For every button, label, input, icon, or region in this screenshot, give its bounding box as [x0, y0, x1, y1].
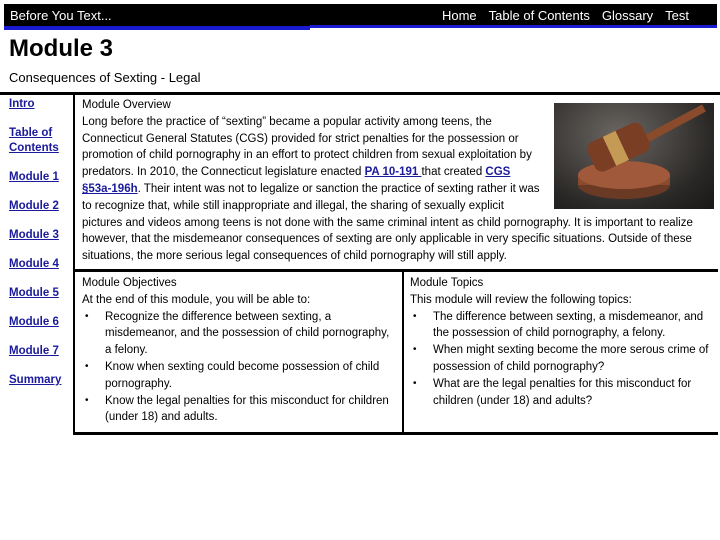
module-topics — [404, 272, 718, 432]
content-layout — [0, 92, 720, 435]
overview-text-part: that created — [421, 166, 486, 179]
sidebar — [0, 95, 73, 435]
topic-item: • The difference between sexting, a misdemeanor, and the possession of child pornography, a felony. — [410, 309, 714, 343]
sidebar-item-module-7[interactable]: Module 7 — [9, 345, 59, 357]
sidebar-item-intro[interactable]: Intro — [9, 98, 35, 110]
main-content — [73, 95, 718, 435]
overview-text-part: . Their intent was not to legalize or sanction the practice of sexting rather it was to recognize that, while still inappropriate and illegal, the sharing of sexually explicit pictures and videos among teens is not done with the same criminal intent as child pornography. It is important to realize however, that the misdemeanor consequences of sexting are only applicable in very specific situations. Outside of these situations, the more serious legal consequences of child pornography will still apply. — [82, 182, 693, 263]
topics-heading: Module Topics — [410, 276, 484, 289]
sidebar-item-summary[interactable]: Summary — [9, 374, 62, 386]
objective-item: • Know when sexting could become possession of child pornography. — [82, 359, 398, 393]
sidebar-item-module-5[interactable]: Module 5 — [9, 287, 59, 299]
sidebar-item-module-6[interactable]: Module 6 — [9, 316, 59, 328]
nav-glossary[interactable]: Glossary — [601, 8, 654, 23]
overview-heading: Module Overview — [82, 99, 171, 111]
objectives-topics-row — [75, 272, 718, 432]
module-overview — [75, 95, 718, 272]
gavel-image — [554, 103, 714, 209]
sidebar-item-module-2[interactable]: Module 2 — [9, 200, 59, 212]
sidebar-item-table-of-contents[interactable]: Table of Contents — [9, 127, 59, 154]
page-title: Module 3 — [9, 35, 114, 62]
objective-item: • Know the legal penalties for this misconduct for children (under 18) and adults. — [82, 393, 398, 427]
pa-10-191-link[interactable]: PA 10-191 — [364, 166, 422, 179]
topic-item: • What are the legal penalties for this misconduct for children (under 18) and adults? — [410, 376, 714, 410]
sidebar-item-module-4[interactable]: Module 4 — [9, 258, 59, 270]
topics-intro: This module will review the following topics: — [410, 293, 632, 306]
header-accent-line — [310, 25, 717, 28]
top-nav — [442, 8, 689, 23]
nav-table-of-contents[interactable]: Table of Contents — [488, 8, 590, 23]
sidebar-item-module-3[interactable]: Module 3 — [9, 229, 59, 241]
topic-item: • When might sexting become the more serous crime of possession of child pornography? — [410, 342, 714, 376]
objective-item: • Recognize the difference between sexting, a misdemeanor, and the possession of child pornography, a felony. — [82, 309, 398, 359]
header-accent-line — [4, 26, 310, 30]
module-objectives — [75, 272, 404, 432]
nav-home[interactable]: Home — [441, 8, 477, 23]
objectives-intro: At the end of this module, you will be able to: — [82, 293, 311, 306]
overview-text-part: Long before the practice of “sexting” became a popular activity among teens, the Connecticut General Statutes (CGS) provided for strict penalties for the possession or promotion of child pornography in an effort to protect children from sexual exploitation by predators. In 2010, the Connecticut legislature enacted — [82, 115, 532, 179]
objectives-heading: Module Objectives — [82, 276, 177, 289]
site-title: Before You Text... — [10, 8, 112, 23]
cgs-53a-196h-link[interactable]: CGS §53a-196h — [82, 166, 511, 195]
page-subtitle: Consequences of Sexting - Legal — [9, 70, 201, 85]
nav-test[interactable]: Test — [665, 8, 689, 23]
sidebar-item-module-1[interactable]: Module 1 — [9, 171, 59, 183]
